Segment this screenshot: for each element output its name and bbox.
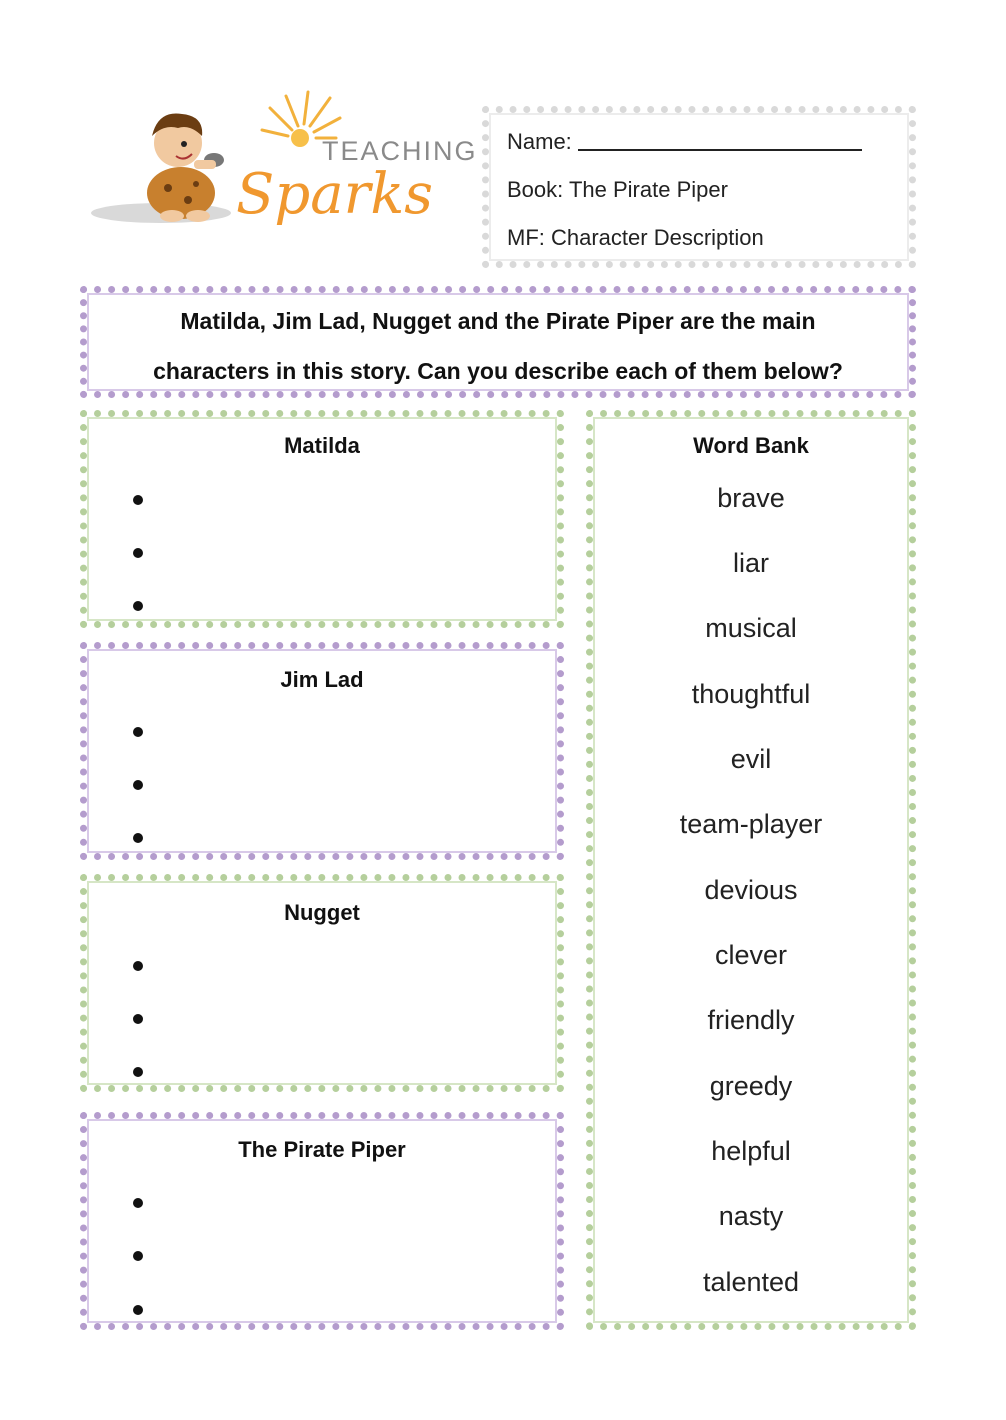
character-name: Jim Lad [280,667,364,692]
character-name: The Pirate Piper [238,1137,406,1162]
word-bank-word: brave [717,483,785,513]
word-bank-word: musical [705,613,797,643]
bullet-point[interactable] [133,1067,143,1077]
student-info-box [482,106,916,268]
bullet-point[interactable] [133,1014,143,1024]
word-bank-word: greedy [709,1071,793,1101]
character-box-matilda [80,410,564,628]
word-bank-title: Word Bank [693,433,809,458]
word-bank-word: helpful [711,1136,791,1166]
character-name: Matilda [284,433,360,458]
logo-word-sparks: Sparks [236,162,434,227]
word-bank-word: liar [732,548,769,578]
word-bank-word: friendly [707,1005,795,1035]
book-label: Book: The Pirate Piper [507,177,728,202]
name-line[interactable] [507,129,862,155]
instructions-line-2: characters in this story. Can you describe each of them below? [153,358,843,384]
bullet-point[interactable] [133,1305,143,1315]
name-blank[interactable] [578,129,862,151]
bullet-point[interactable] [133,548,143,558]
teaching-sparks-logo [86,88,478,238]
word-bank-word: thoughtful [691,679,811,709]
instructions-box [80,286,916,398]
instructions-text [87,296,909,396]
character-name: Nugget [284,900,360,925]
character-box-jim-lad [80,642,564,860]
character-box-pirate-piper [80,1112,564,1330]
logo-word-teaching: TEACHING [322,136,478,166]
word-bank-word: devious [704,875,798,905]
instructions-line-1: Matilda, Jim Lad, Nugget and the Pirate Piper are the main [180,308,816,334]
bullet-point[interactable] [133,780,143,790]
name-label: Name: [507,129,572,154]
bullet-point[interactable] [133,495,143,505]
word-bank-word: talented [702,1267,800,1297]
mf-label: MF: Character Description [507,225,764,250]
bullet-point[interactable] [133,1198,143,1208]
word-bank-word: clever [714,940,788,970]
word-bank-word: nasty [718,1201,784,1231]
bullet-point[interactable] [133,833,143,843]
bullet-point[interactable] [133,601,143,611]
character-box-nugget [80,874,564,1092]
word-bank-box [586,410,916,1330]
word-bank-word: team-player [679,809,823,839]
word-bank-word: evil [730,744,772,774]
bullet-point[interactable] [133,1251,143,1261]
bullet-point[interactable] [133,961,143,971]
bullet-point[interactable] [133,727,143,737]
